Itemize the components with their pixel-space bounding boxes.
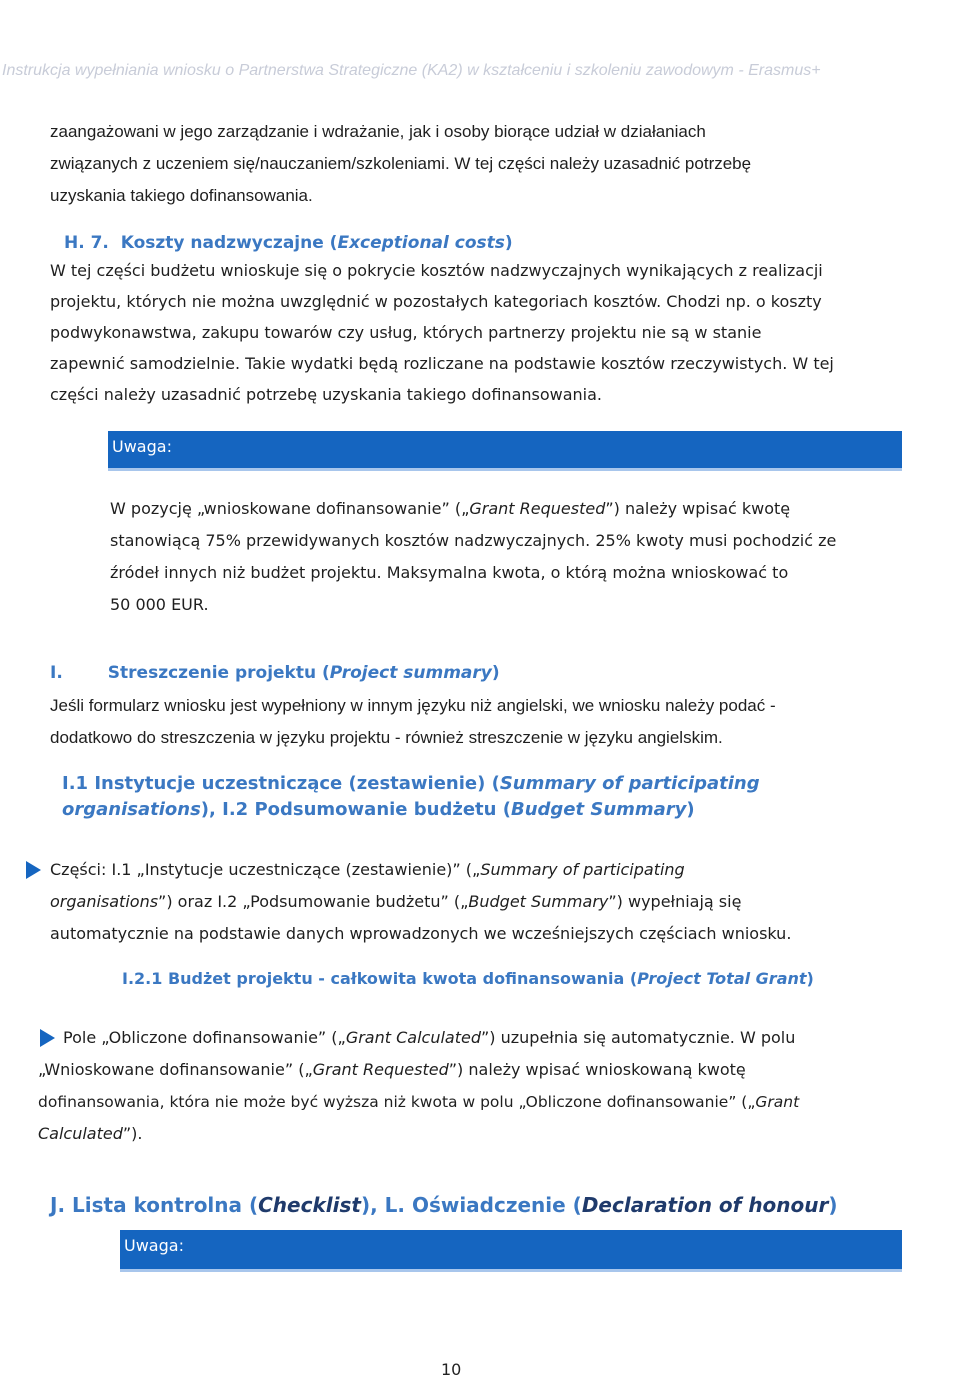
section-i21-heading: I.2.1 Budżet projektu - całkowita kwota dofinansowania (Project Total Grant) [122,969,814,988]
h7-line-1: W tej części budżetu wnioskuje się o pokrycie kosztów nadzwyczajnych wynikających z realizacji [50,261,823,280]
section-i1-heading-line-2: organisations), I.2 Podsumowanie budżetu (Budget Summary) [62,799,695,820]
note1-line-2: stanowiącą 75% przewidywanych kosztów nadzwyczajnych. 25% kwoty musi pochodzić ze [110,531,837,550]
h7-line-2: projektu, których nie można uwzględnić w pozostałych kategoriach kosztów. Chodzi np. o koszty [50,292,822,311]
section-h7-number: H. 7. [64,233,109,253]
note1-line-1: W pozycję „wnioskowane dofinansowanie” („Grant Requested”) należy wpisać kwotę [110,499,791,518]
section-i-number: I. [50,663,63,683]
page-number: 10 [441,1360,462,1379]
header-title: Instrukcja wypełniania wniosku o Partnerstwa Strategiczne (KA2) w kształceniu i szkoleniu zawodowym - Erasmus+ [2,62,821,79]
h7-line-4: zapewnić samodzielnie. Takie wydatki będą rozliczane na podstawie kosztów rzeczywistych. W tej [50,354,834,373]
note1-line-3: źródeł innych niż budżet projektu. Maksymalna kwota, o którą można wnioskować to [110,563,789,582]
bullet1-line-1: Części: I.1 „Instytucje uczestniczące (zestawienie)” („Summary of participating [50,860,685,879]
h7-line-5: części należy uzasadnić potrzebę uzyskania takiego dofinansowania. [50,385,602,404]
section-i1-heading-line-1: I.1 Instytucje uczestniczące (zestawienie) (Summary of participating [62,773,760,794]
note1-line-4: 50 000 EUR. [110,595,209,614]
bullet-arrow-icon [40,1029,55,1047]
bullet-arrow-icon [26,861,41,879]
intro-line-2: związanych z uczeniem się/nauczaniem/szkoleniami. W tej części należy uzasadnić potrzebę [50,154,752,173]
bullet2-line-4: Calculated”). [38,1124,143,1143]
section-i-line-1: Jeśli formularz wniosku jest wypełniony w innym języku niż angielski, we wniosku należy podać - [50,696,776,715]
section-h7-heading: H. 7. Koszty nadzwyczajne (Exceptional costs) [64,233,513,253]
page-header [0,0,960,96]
section-i-heading: I. Streszczenie projektu (Project summary) [50,663,500,683]
bullet2-line-1: Pole „Obliczone dofinansowanie” („Grant Calculated”) uzupełnia się automatycznie. W polu [63,1028,796,1047]
bullet1-line-2: organisations”) oraz I.2 „Podsumowanie budżetu” („Budget Summary”) wypełniają się [50,892,742,911]
note-bar-2 [120,1230,902,1272]
bullet2-line-2: „Wnioskowane dofinansowanie” („Grant Requested”) należy wpisać wnioskowaną kwotę [38,1060,746,1079]
section-j-heading: J. Lista kontrolna (Checklist), L. Oświadczenie (Declaration of honour) [50,1193,838,1217]
intro-line-1: zaangażowani w jego zarządzanie i wdrażanie, jak i osoby biorące udział w działaniach [50,122,706,141]
h7-line-3: podwykonawstwa, zakupu towarów czy usług, których partnerzy projektu nie są w stanie [50,323,762,342]
bullet2-line-3: dofinansowania, która nie może być wyższa niż kwota w polu „Obliczone dofinansowanie” („Grant [38,1093,800,1111]
note-label-2: Uwaga: [124,1236,184,1255]
bullet1-line-3: automatycznie na podstawie danych wprowadzonych we wcześniejszych częściach wniosku. [50,924,792,943]
section-i-line-2: dodatkowo do streszczenia w języku projektu - również streszczenie w języku angielskim. [50,728,723,747]
note-label-1: Uwaga: [112,437,172,456]
note-bar-1 [108,431,902,471]
intro-line-3: uzyskania takiego dofinansowania. [50,186,313,205]
